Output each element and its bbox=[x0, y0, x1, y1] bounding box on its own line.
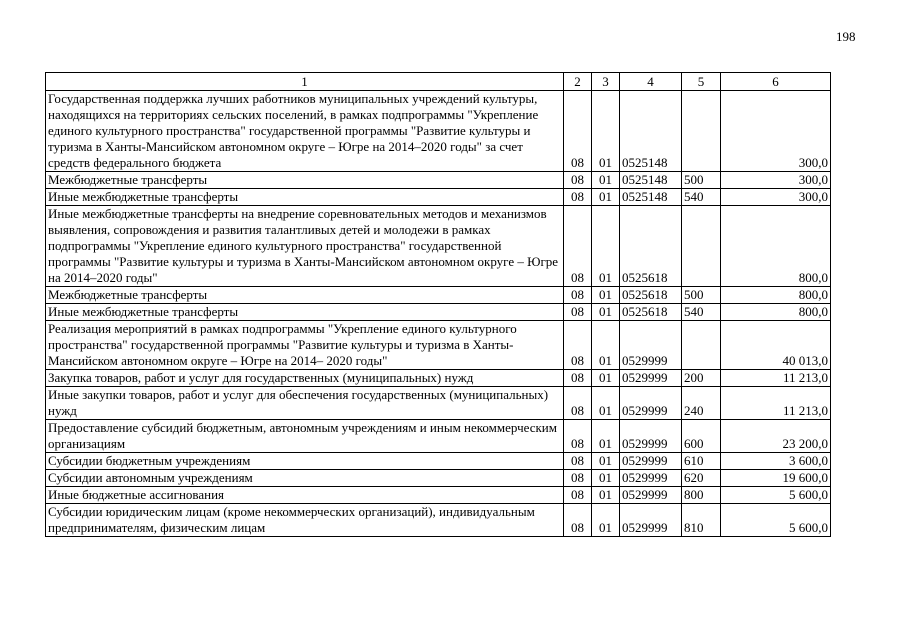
table-row bbox=[46, 91, 831, 172]
table-row bbox=[46, 470, 831, 487]
row-section: 08 bbox=[564, 420, 592, 453]
table-row bbox=[46, 206, 831, 287]
row-code: 0529999 bbox=[620, 487, 682, 504]
row-amount: 23 200,0 bbox=[721, 420, 831, 453]
row-type: 600 bbox=[682, 420, 721, 453]
table-row bbox=[46, 387, 831, 420]
row-name: Иные межбюджетные трансферты на внедрение соревновательных методов и механизмов выявления, сопровождения и развития талантливых детей и молодежи в рамках подпрограммы "Укрепление единого культурного пространства" государственной программы "Развитие культуры и туризма в Ханты-Мансийском автономном округе – Югре на 2014–2020 годы" bbox=[46, 206, 564, 287]
row-subsection: 01 bbox=[592, 304, 620, 321]
row-name: Предоставление субсидий бюджетным, автономным учреждениям и иным некоммерческим организациям bbox=[46, 420, 564, 453]
row-name: Межбюджетные трансферты bbox=[46, 287, 564, 304]
header-col-section: 2 bbox=[564, 73, 592, 91]
table-row bbox=[46, 370, 831, 387]
table-row bbox=[46, 487, 831, 504]
row-subsection: 01 bbox=[592, 387, 620, 420]
row-section: 08 bbox=[564, 304, 592, 321]
row-amount: 5 600,0 bbox=[721, 504, 831, 537]
header-col-subsection: 3 bbox=[592, 73, 620, 91]
row-code: 0525148 bbox=[620, 189, 682, 206]
row-section: 08 bbox=[564, 387, 592, 420]
row-section: 08 bbox=[564, 189, 592, 206]
row-subsection: 01 bbox=[592, 370, 620, 387]
row-type: 500 bbox=[682, 287, 721, 304]
row-type: 800 bbox=[682, 487, 721, 504]
row-code: 0525148 bbox=[620, 91, 682, 172]
row-subsection: 01 bbox=[592, 206, 620, 287]
table-row bbox=[46, 504, 831, 537]
row-code: 0529999 bbox=[620, 370, 682, 387]
row-type bbox=[682, 91, 721, 172]
row-name: Иные межбюджетные трансферты bbox=[46, 189, 564, 206]
row-code: 0525618 bbox=[620, 287, 682, 304]
row-code: 0529999 bbox=[620, 453, 682, 470]
row-code: 0529999 bbox=[620, 321, 682, 370]
row-amount: 11 213,0 bbox=[721, 387, 831, 420]
row-type: 540 bbox=[682, 189, 721, 206]
row-type: 200 bbox=[682, 370, 721, 387]
row-name: Субсидии бюджетным учреждениям bbox=[46, 453, 564, 470]
row-amount: 300,0 bbox=[721, 189, 831, 206]
row-code: 0529999 bbox=[620, 420, 682, 453]
page-number: 198 bbox=[836, 29, 856, 44]
row-subsection: 01 bbox=[592, 321, 620, 370]
row-amount: 40 013,0 bbox=[721, 321, 831, 370]
row-type: 540 bbox=[682, 304, 721, 321]
table-row bbox=[46, 189, 831, 206]
row-section: 08 bbox=[564, 321, 592, 370]
header-row bbox=[46, 73, 831, 91]
table-row bbox=[46, 321, 831, 370]
row-amount: 5 600,0 bbox=[721, 487, 831, 504]
row-section: 08 bbox=[564, 470, 592, 487]
header-col-name: 1 bbox=[46, 73, 564, 91]
row-subsection: 01 bbox=[592, 172, 620, 189]
row-type: 810 bbox=[682, 504, 721, 537]
row-type bbox=[682, 206, 721, 287]
row-name: Государственная поддержка лучших работников муниципальных учреждений культуры, находящихся на территориях сельских поселений, в рамках подпрограммы "Укрепление единого культурного пространства" государственной программы "Развитие культуры и туризма в Ханты-Мансийском автономном округе – Югре на 2014–2020 годы" за счет средств федерального бюджета bbox=[46, 91, 564, 172]
row-code: 0529999 bbox=[620, 470, 682, 487]
row-amount: 800,0 bbox=[721, 206, 831, 287]
row-amount: 3 600,0 bbox=[721, 453, 831, 470]
row-name: Закупка товаров, работ и услуг для государственных (муниципальных) нужд bbox=[46, 370, 564, 387]
header-col-code: 4 bbox=[620, 73, 682, 91]
row-amount: 300,0 bbox=[721, 172, 831, 189]
row-subsection: 01 bbox=[592, 91, 620, 172]
row-subsection: 01 bbox=[592, 189, 620, 206]
row-code: 0525618 bbox=[620, 304, 682, 321]
row-name: Иные бюджетные ассигнования bbox=[46, 487, 564, 504]
table-row bbox=[46, 304, 831, 321]
row-subsection: 01 bbox=[592, 487, 620, 504]
row-type: 620 bbox=[682, 470, 721, 487]
table-row bbox=[46, 420, 831, 453]
row-type bbox=[682, 321, 721, 370]
row-amount: 11 213,0 bbox=[721, 370, 831, 387]
row-subsection: 01 bbox=[592, 453, 620, 470]
table-row bbox=[46, 287, 831, 304]
row-section: 08 bbox=[564, 206, 592, 287]
header-col-amount: 6 bbox=[721, 73, 831, 91]
row-amount: 300,0 bbox=[721, 91, 831, 172]
row-section: 08 bbox=[564, 504, 592, 537]
row-name: Иные межбюджетные трансферты bbox=[46, 304, 564, 321]
row-name: Иные закупки товаров, работ и услуг для обеспечения государственных (муниципальных) нужд bbox=[46, 387, 564, 420]
budget-table bbox=[45, 72, 831, 537]
row-code: 0525618 bbox=[620, 206, 682, 287]
row-section: 08 bbox=[564, 172, 592, 189]
row-section: 08 bbox=[564, 487, 592, 504]
row-section: 08 bbox=[564, 370, 592, 387]
row-section: 08 bbox=[564, 91, 592, 172]
row-subsection: 01 bbox=[592, 504, 620, 537]
row-name: Субсидии автономным учреждениям bbox=[46, 470, 564, 487]
table-row bbox=[46, 172, 831, 189]
row-type: 500 bbox=[682, 172, 721, 189]
row-code: 0529999 bbox=[620, 387, 682, 420]
row-subsection: 01 bbox=[592, 287, 620, 304]
row-section: 08 bbox=[564, 453, 592, 470]
row-code: 0529999 bbox=[620, 504, 682, 537]
row-name: Межбюджетные трансферты bbox=[46, 172, 564, 189]
row-amount: 19 600,0 bbox=[721, 470, 831, 487]
row-type: 240 bbox=[682, 387, 721, 420]
row-subsection: 01 bbox=[592, 420, 620, 453]
row-name: Реализация мероприятий в рамках подпрограммы "Укрепление единого культурного пространства" государственной программы "Развитие культуры и туризма в Ханты-Мансийском автономном округе – Югре на 2014– 2020 годы" bbox=[46, 321, 564, 370]
row-name: Субсидии юридическим лицам (кроме некоммерческих организаций), индивидуальным предпринимателям, физическим лицам bbox=[46, 504, 564, 537]
row-amount: 800,0 bbox=[721, 287, 831, 304]
row-type: 610 bbox=[682, 453, 721, 470]
row-code: 0525148 bbox=[620, 172, 682, 189]
row-amount: 800,0 bbox=[721, 304, 831, 321]
table-row bbox=[46, 453, 831, 470]
row-subsection: 01 bbox=[592, 470, 620, 487]
header-col-type: 5 bbox=[682, 73, 721, 91]
row-section: 08 bbox=[564, 287, 592, 304]
